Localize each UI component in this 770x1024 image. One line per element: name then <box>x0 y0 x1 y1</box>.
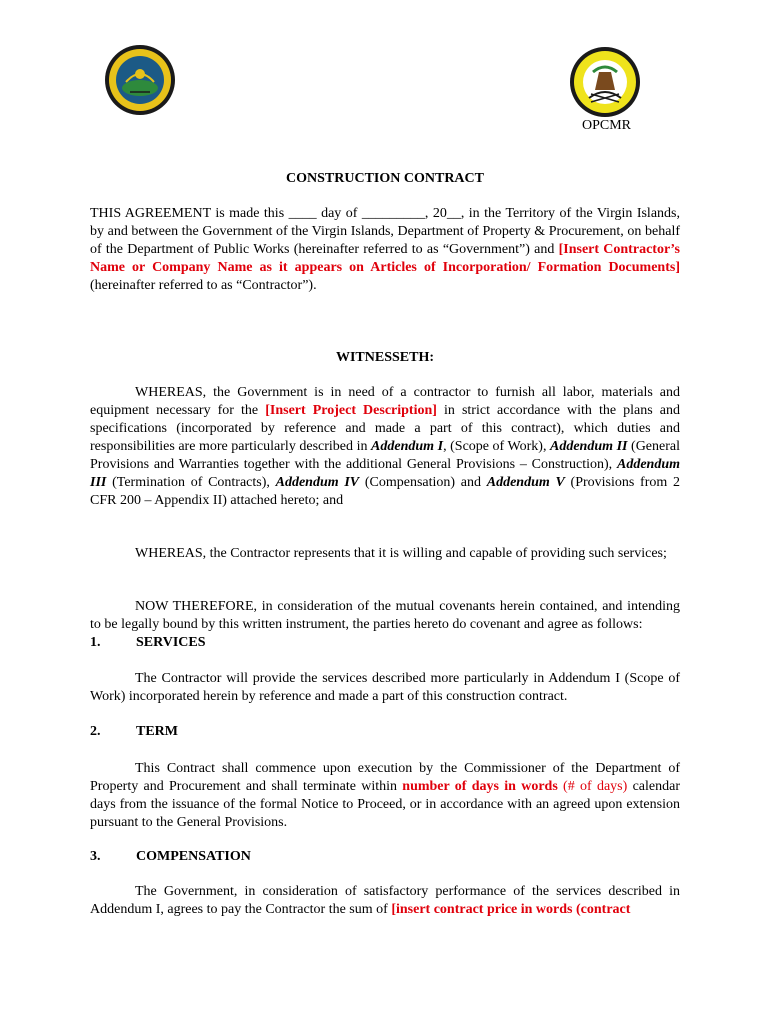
project-description-placeholder[interactable]: [Insert Project Description] <box>265 403 437 418</box>
document-title: CONSTRUCTION CONTRACT <box>286 171 484 186</box>
contractor-name-placeholder[interactable]: [Insert Contractor’s Name or Company Name as it appears on Articles of Incorporation/ Formation Documents] <box>90 242 680 275</box>
days-in-words-placeholder[interactable]: number of days in words <box>402 779 558 794</box>
section-2-heading: TERM <box>136 724 178 739</box>
whereas1-text-c: , (Scope of Work), <box>443 439 550 454</box>
addendum-3-ref: Addendum III <box>90 457 680 490</box>
section-3-text-a: The Government, in consideration of satisfactory performance of the services described in Addendum I, agrees to pay the Contractor the sum of <box>90 884 680 917</box>
whereas1-text-d: (General Provisions and Warranties together with the additional General Provisions – Construction), <box>90 439 680 472</box>
contract-price-placeholder[interactable]: [insert contract price in words (contract <box>391 902 631 917</box>
government-seal-icon <box>104 44 176 116</box>
whereas1-text-f: (Compensation) and <box>359 475 487 490</box>
now-therefore-paragraph: NOW THEREFORE, in consideration of the mutual covenants herein contained, and intending to be legally bound by this written instrument, the parties hereto do covenant and agree as follows: <box>90 599 680 632</box>
addendum-4-ref: Addendum IV <box>275 475 360 490</box>
whereas1-text-b: in strict accordance with the plans and specifications (incorporated by reference and made a part of this contract), which duties and responsibilities are more particularly described in <box>90 403 680 454</box>
section-2-number: 2. <box>90 724 101 739</box>
section-1-body: The Contractor will provide the services described more particularly in Addendum I (Scope of Work) incorporated herein by reference and made a part of this construction contract. <box>90 671 680 704</box>
agreement-text: THIS AGREEMENT is made this ____ day of _________, 20__, in the Territory of the Virgin Islands, by and between the Government of the Virgin Islands, Department of Property & Procurement, on behalf of the Department of Public Works (hereinafter referred to as “Government”) and <box>90 206 680 257</box>
whereas1-text-e: (Termination of Contracts), <box>106 475 276 490</box>
section-3-number: 3. <box>90 849 101 864</box>
witnesseth-heading: WITNESSETH: <box>335 350 435 365</box>
whereas-paragraph-2: WHEREAS, the Contractor represents that it is willing and capable of providing such services; <box>135 546 667 561</box>
section-1-heading: SERVICES <box>136 635 206 650</box>
whereas-paragraph-1 <box>90 384 680 510</box>
section-2-body <box>90 760 680 832</box>
whereas1-text-g: (Provisions from 2 CFR 200 – Appendix II) attached hereto; and <box>90 475 680 508</box>
section-1-number: 1. <box>90 635 101 650</box>
section-2-text-b: calendar days from the issuance of the formal Notice to Proceed, or in accordance with an agreed upon extension pursuant to the General Provisions. <box>90 779 680 830</box>
agreement-paragraph <box>90 205 680 295</box>
section-3-body <box>90 883 680 919</box>
addendum-5-ref: Addendum V <box>486 475 565 490</box>
agreement-text-end: (hereinafter referred to as “Contractor”). <box>90 278 317 293</box>
days-number-placeholder[interactable]: (# of days) <box>557 779 628 794</box>
office-code: OPCMR <box>582 118 632 133</box>
addendum-2-ref: Addendum II <box>550 439 628 454</box>
section-2-text-a: This Contract shall commence upon execution by the Commissioner of the Department of Property and Procurement and shall terminate within <box>90 761 680 794</box>
whereas1-text-a: WHEREAS, the Government is in need of a contractor to furnish all labor, materials and equipment necessary for the <box>90 385 680 418</box>
addendum-1-ref: Addendum I <box>371 439 444 454</box>
department-seal-icon <box>569 46 641 118</box>
section-3-heading: COMPENSATION <box>136 849 251 864</box>
